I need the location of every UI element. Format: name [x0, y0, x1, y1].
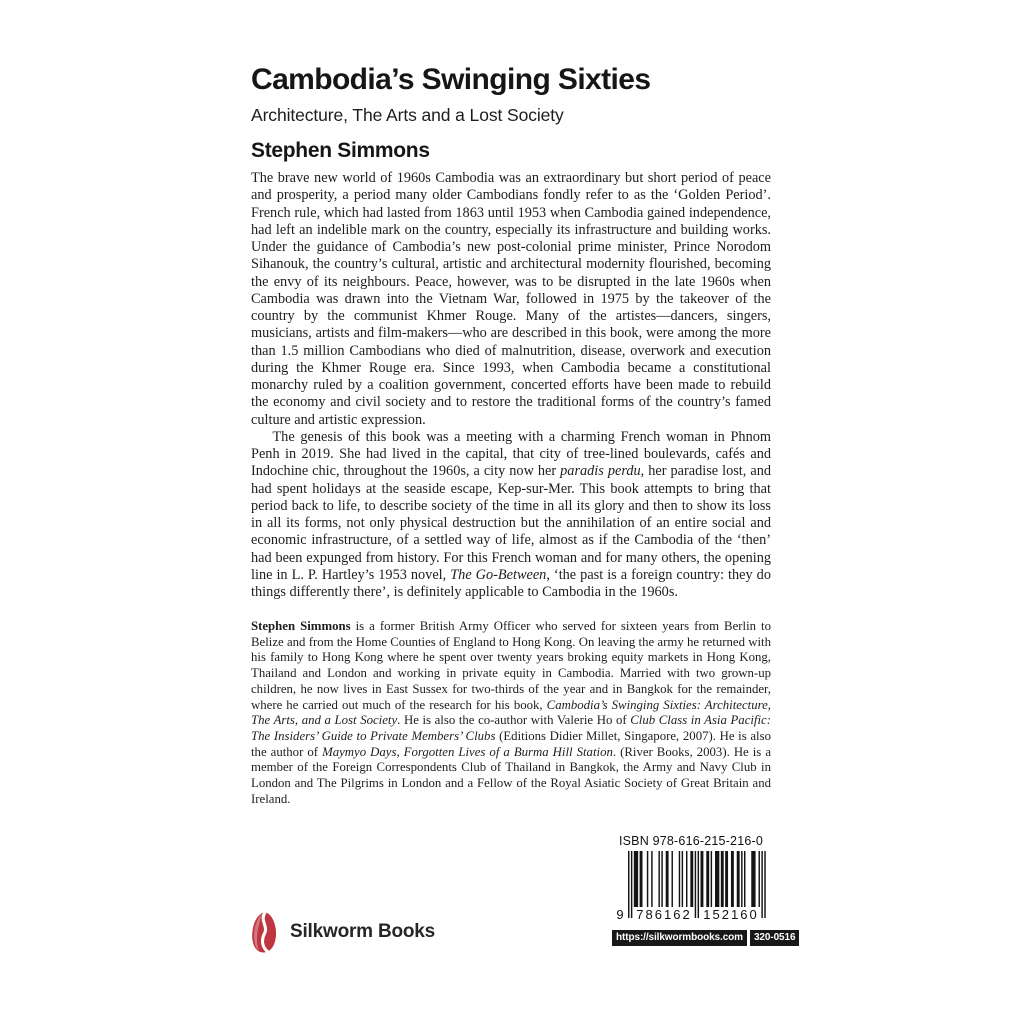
isbn-label: ISBN 978-616-215-216-0 — [618, 834, 764, 848]
book-author: Stephen Simmons — [251, 138, 430, 162]
synopsis-paragraph-2: The genesis of this book was a meeting with a charming French woman in Phnom Penh in 2019. She had lived in the capital, that city of tree-lined boulevards, cafés and Indochine chic, throughout the 1960s, a city now her paradis perdu, her paradise lost, and had spent holidays at the seaside escape, Kep-sur-Mer. This book attempts to bring that period back to life, to describe society of the time in all its glory and then to show its loss in all its forms, not only physical destruction but the annihilation of an entire social and economic infrastructure, of a settled way of life, almost as if the Cambodia of the ‘then’ had been expunged from history. For this French woman and for many others, the opening line in L. P. Hartley’s 1953 novel, The Go-Between, ‘the past is a foreign country: they do things differently there’, is definitely applicable to Cambodia in the 1960s. — [251, 428, 771, 600]
book-title: Cambodia’s Swinging Sixties — [251, 63, 651, 96]
barcode-footer — [612, 930, 796, 946]
publisher-url: https://silkwormbooks.com — [612, 930, 747, 946]
author-bio-text: Stephen Simmons is a former British Army Officer who served for sixteen years from Berlin to Belize and from the Home Counties of England to Hong Kong. On leaving the army he returned with his family to Hong Kong where he spent over twenty years broking equity markets in Hong Kong, Thailand and London and working in private equity in Cambodia. Married with two grown-up children, he now lives in East Sussex for two-thirds of the year and in Bangkok for the remainder, where he carried out much of the research for his book, Cambodia’s Swinging Sixties: Architecture, The Arts, and a Lost Society. He is also the co-author with Valerie Ho of Club Class in Asia Pacific: The Insiders’ Guide to Private Members’ Clubs (Editions Didier Millet, Singapore, 2007). He is also the author of Maymyo Days, Forgotten Lives of a Burma Hill Station. (River Books, 2003). He is a member of the Foreign Correspondents Club of Thailand in Bangkok, the Army and Navy Club in London and The Pilgrims in London and a Fellow of the Royal Asiatic Society of Great Britain and Ireland. — [251, 619, 771, 806]
heading-block — [251, 64, 771, 163]
barcode-digits-left: 786162 — [636, 907, 692, 922]
synopsis — [251, 170, 771, 601]
author-bio — [251, 619, 771, 807]
publisher-name: Silkworm Books — [290, 921, 436, 942]
barcode-digit-lead: 9 — [616, 907, 624, 922]
silkworm-cocoon-icon — [249, 911, 279, 953]
publisher-logo — [249, 911, 435, 953]
stock-code: 320-0516 — [750, 930, 799, 946]
barcode-digits-right: 152160 — [703, 907, 759, 922]
barcode-block — [612, 834, 796, 946]
ean13-barcode — [616, 851, 766, 923]
book-subtitle: Architecture, The Arts and a Lost Society — [251, 104, 564, 125]
synopsis-paragraph-1: The brave new world of 1960s Cambodia was an extraordinary but short period of peace and prosperity, a period many older Cambodians fondly refer to as the ‘Golden Period’. French rule, which had lasted from 1863 until 1953 when Cambodia gained independence, had left an indelible mark on the country, especially its infrastructure and building works. Under the guidance of Cambodia’s new post-colonial prime minister, Prince Norodom Sihanouk, the country’s cultural, artistic and architectural modernity flourished, becoming the envy of its neighbours. Peace, however, was to be disrupted in the late 1960s when Cambodia was drawn into the Vietnam War, followed in 1975 by the takeover of the country by the communist Khmer Rouge. Many of the artistes—dancers, singers, musicians, artists and film-makers—who are described in this book, were among the more than 1.5 million Cambodians who died of malnutrition, disease, overwork and execution during the Khmer Rouge era. Since 1993, when Cambodia became a constitutional monarchy ruled by a coalition government, concerted efforts have been made to rebuild the economy and civil society and to restore the traditional forms of the country’s famed culture and artistic expression. — [251, 170, 771, 428]
